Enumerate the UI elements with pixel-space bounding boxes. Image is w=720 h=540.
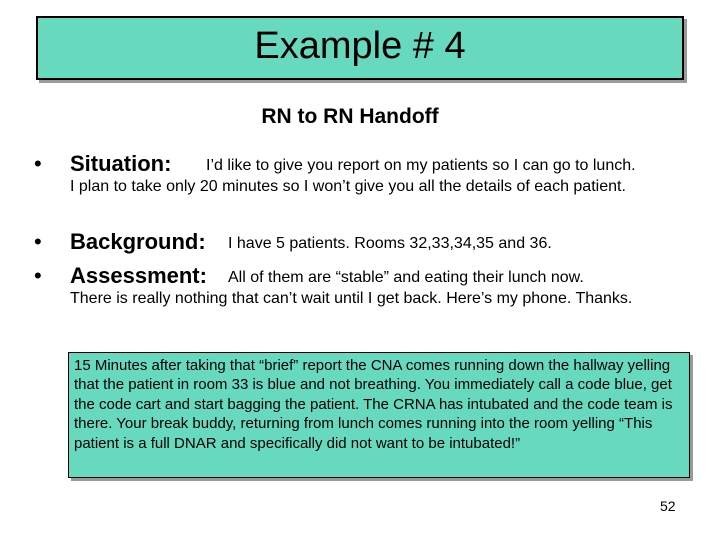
scenario-box: 15 Minutes after taking that “brief” report the CNA comes running down the hallway yelling that the patient in room 33 is blue and not breathing. You immediately call a code blue, get the code cart and start bagging the patient. The CRNA has intubated and the code team is there. Your break buddy, returning from lunch comes running into the room yelling “This patient is a full DNAR and specifically did not want to be intubated!” <box>68 352 690 478</box>
bullet-continuation: I plan to take only 20 minutes so I won’t give you all the details of each patient. <box>70 178 626 195</box>
bullet-label: Background: <box>70 229 206 254</box>
title-box <box>36 16 684 80</box>
bullet-label: Assessment: <box>70 263 207 288</box>
bullet-first-line: I’d like to give you report on my patients so I can go to lunch. <box>206 157 636 174</box>
slide-title: Example # 4 <box>254 25 466 67</box>
bullet-dot: • <box>34 229 42 254</box>
bullet-continuation: There is really nothing that can’t wait until I get back. Here’s my phone. Thanks. <box>70 290 633 307</box>
page-number: 52 <box>660 498 676 514</box>
bullet-label: Situation: <box>70 151 172 176</box>
bullet-dot: • <box>34 263 42 288</box>
bullet-first-line: I have 5 patients. Rooms 32,33,34,35 and 36. <box>228 235 552 252</box>
slide-subtitle: RN to RN Handoff <box>261 105 439 128</box>
bullet-dot: • <box>34 151 42 176</box>
bullet-first-line: All of them are “stable” and eating their lunch now. <box>228 269 584 286</box>
